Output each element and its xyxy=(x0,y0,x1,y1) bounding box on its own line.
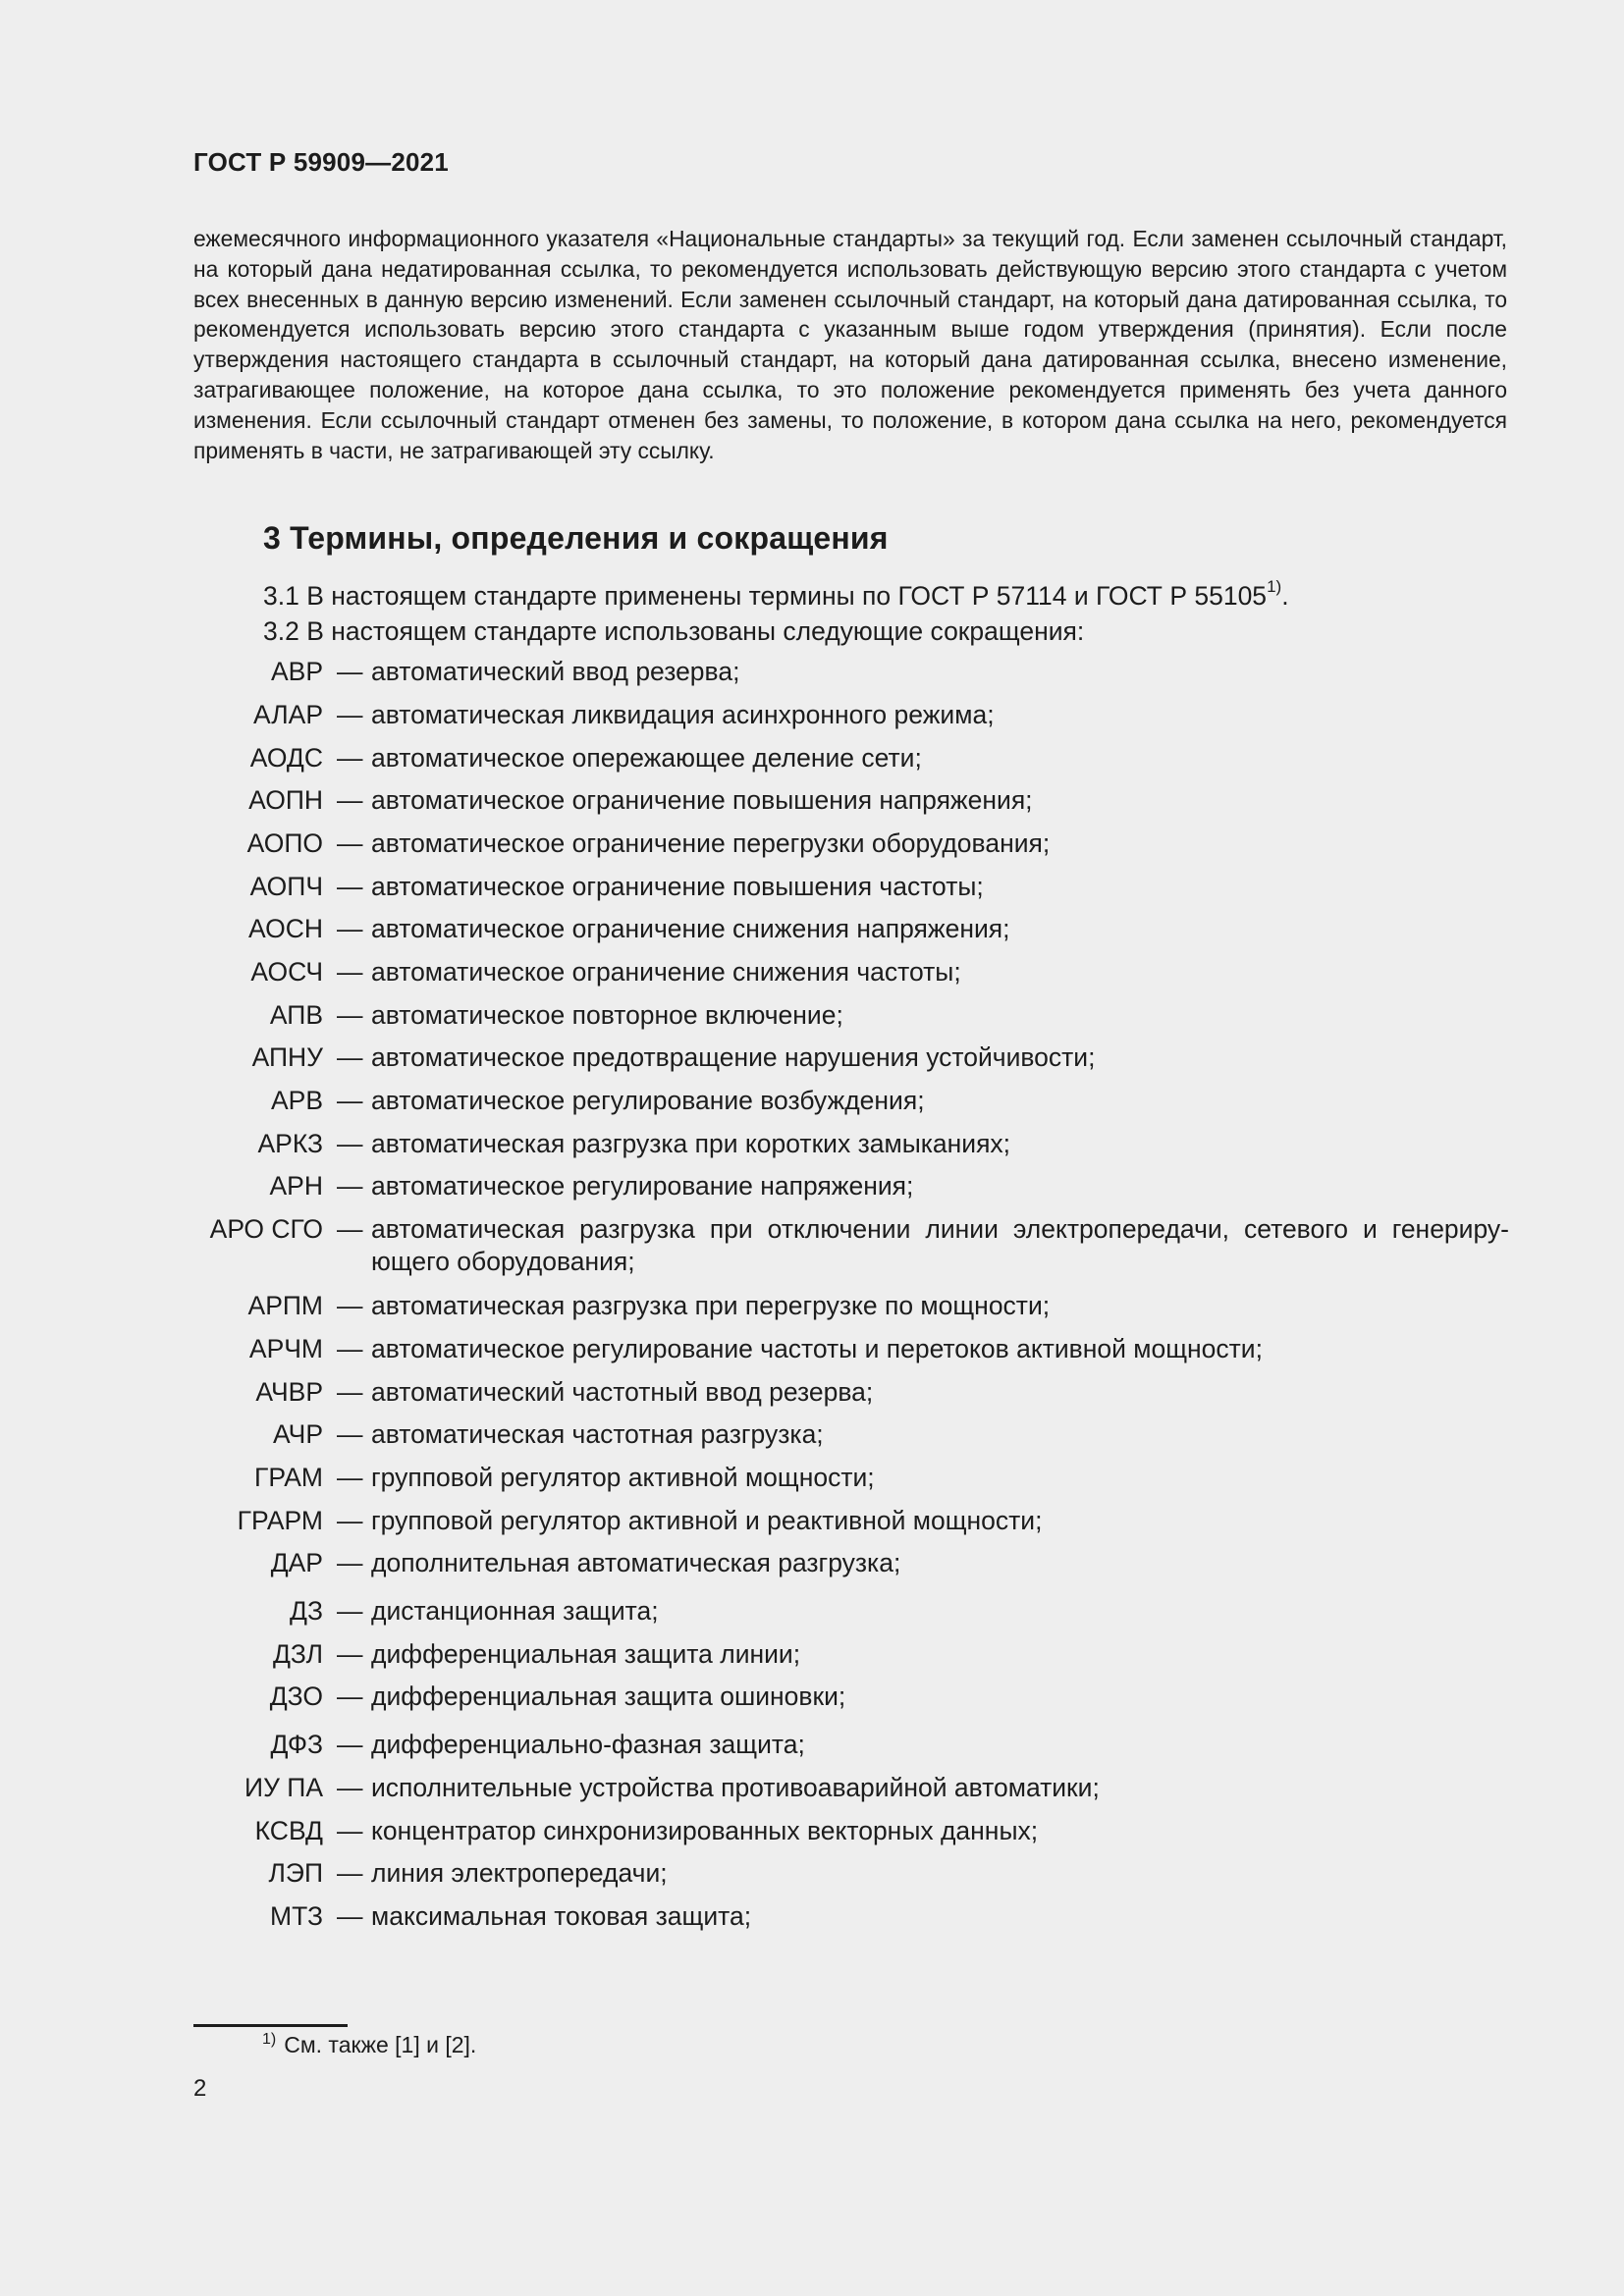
abbreviation-dash: — xyxy=(337,743,363,773)
abbreviation-term: ИУ ПА xyxy=(244,1773,323,1802)
abbreviation-definition: автоматическое опережающее деление сети; xyxy=(371,743,922,773)
abbreviation-definition: автоматическое регулирование напряжения; xyxy=(371,1171,914,1201)
abbreviation-definition: автоматическое ограничение снижения частоты; xyxy=(371,957,961,987)
intro-paragraph: ежемесячного информационного указателя «Национальные стандарты» за текущий год. Если заменен ссылочный стандарт, на который дана недатированная ссылка, то рекомендуется использовать действующую версию этого стандарта с учетом всех внесенных в данную версию изменений. Если заменен ссылочный стандарт, на который дана датированная ссылка, то рекомендуется использовать версию этого стандарта с указанным выше годом утверждения (принятия). Если после утверждения настоящего стандарта в ссылочный стандарт, на который дана датированная ссылка, внесено изменение, затрагивающее положение, на которое дана ссылка, то это положение рекомендуется применять без учета данного изменения. Если ссылочный стандарт отменен без замены, то положение, в котором дана ссылка на него, рекомендуется применять в части, не затрагивающей эту ссылку. xyxy=(193,226,1507,463)
abbreviation-definition: автоматическое предотвращение нарушения устойчивости; xyxy=(371,1042,1096,1072)
abbreviation-dash: — xyxy=(337,1596,363,1626)
paragraph-3-1 xyxy=(263,577,1289,612)
abbreviation-term: АРВ xyxy=(270,1086,323,1115)
abbreviation-term: АОСН xyxy=(248,914,323,943)
abbreviation-dash: — xyxy=(337,1419,363,1449)
abbreviation-dash: — xyxy=(337,1291,363,1320)
abbreviation-dash: — xyxy=(337,914,363,943)
abbreviation-dash: — xyxy=(337,1377,363,1407)
abbreviation-dash: — xyxy=(337,657,363,686)
abbreviation-term: АОСЧ xyxy=(250,957,323,987)
abbreviation-definition: автоматический частотный ввод резерва; xyxy=(371,1377,874,1407)
abbreviation-dash: — xyxy=(337,700,363,729)
abbreviation-term: ГРАРМ xyxy=(237,1506,323,1535)
abbreviation-term: АОПО xyxy=(246,828,323,858)
page-number: 2 xyxy=(193,2075,207,2102)
abbreviation-definition: линия электропередачи; xyxy=(371,1858,668,1888)
footnote-reference[interactable]: 1) xyxy=(1267,577,1282,597)
abbreviation-dash: — xyxy=(337,1214,363,1244)
abbreviation-definition: дифференциальная защита ошиновки; xyxy=(371,1682,846,1711)
abbreviation-dash: — xyxy=(337,1506,363,1535)
paragraph-3-2: 3.2 В настоящем стандарте использованы следующие сокращения: xyxy=(263,616,1085,646)
abbreviation-term: АОПН xyxy=(248,785,323,815)
abbreviation-definition: групповой регулятор активной мощности; xyxy=(371,1463,875,1492)
abbreviation-term: ЛЭП xyxy=(268,1858,323,1888)
abbreviation-term: АРЧМ xyxy=(248,1334,323,1363)
abbreviation-definition: исполнительные устройства противоаварийной автоматики; xyxy=(371,1773,1100,1802)
abbreviation-definition: дифференциальная защита линии; xyxy=(371,1639,801,1669)
abbreviation-dash: — xyxy=(337,1730,363,1759)
abbreviation-term: ДЗО xyxy=(269,1682,323,1711)
abbreviation-dash: — xyxy=(337,1086,363,1115)
abbreviation-term: ДЗ xyxy=(290,1596,323,1626)
abbreviation-dash: — xyxy=(337,1129,363,1158)
abbreviation-term: ДФЗ xyxy=(270,1730,323,1759)
abbreviation-definition: автоматическая разгрузка при перегрузке по мощности; xyxy=(371,1291,1051,1320)
abbreviation-definition: автоматическое ограничение повышения частоты; xyxy=(371,872,984,901)
footnote xyxy=(262,2032,476,2058)
abbreviation-definition: автоматическая частотная разгрузка; xyxy=(371,1419,824,1449)
abbreviation-definition: дифференциально-фазная защита; xyxy=(371,1730,805,1759)
abbreviation-dash: — xyxy=(337,1816,363,1845)
abbreviation-definition: автоматическое ограничение снижения напряжения; xyxy=(371,914,1010,943)
abbreviation-dash: — xyxy=(337,957,363,987)
abbreviation-definition: групповой регулятор активной и реактивной мощности; xyxy=(371,1506,1043,1535)
document-header: ГОСТ Р 59909—2021 xyxy=(193,147,449,177)
abbreviation-term: КСВД xyxy=(254,1816,323,1845)
abbreviation-definition: автоматическая разгрузка при коротких замыканиях; xyxy=(371,1129,1011,1158)
abbreviation-dash: — xyxy=(337,1334,363,1363)
abbreviation-dash: — xyxy=(337,1773,363,1802)
footnote-divider xyxy=(193,2024,348,2027)
abbreviation-term: АЛАР xyxy=(253,700,323,729)
abbreviation-dash: — xyxy=(337,1463,363,1492)
abbreviation-definition: автоматическое регулирование частоты и перетоков активной мощности; xyxy=(371,1334,1263,1363)
abbreviation-definition: концентратор синхронизированных векторных данных; xyxy=(371,1816,1039,1845)
abbreviation-dash: — xyxy=(337,828,363,858)
abbreviation-definition: автоматическое ограничение перегрузки оборудования; xyxy=(371,828,1051,858)
abbreviation-term: АВР xyxy=(270,657,323,686)
abbreviation-term: АРПМ xyxy=(247,1291,323,1320)
abbreviation-dash: — xyxy=(337,1171,363,1201)
abbreviation-term: АОДС xyxy=(249,743,323,773)
abbreviation-definition: автоматическое повторное включение; xyxy=(371,1000,843,1030)
abbreviation-definition: дистанционная защита; xyxy=(371,1596,659,1626)
abbreviation-definition: автоматическое регулирование возбуждения; xyxy=(371,1086,925,1115)
abbreviation-dash: — xyxy=(337,785,363,815)
abbreviation-term: АПВ xyxy=(269,1000,323,1030)
section-title: 3 Термины, определения и сокращения xyxy=(263,520,889,556)
abbreviation-term: ДЗЛ xyxy=(272,1639,323,1669)
abbreviation-definition: автоматическая разгрузка при отключении линии электропередачи, сетевого и генерирующего оборудования; xyxy=(371,1214,1509,1276)
abbreviation-definition: автоматический ввод резерва; xyxy=(371,657,740,686)
abbreviation-term: МТЗ xyxy=(270,1901,323,1931)
paragraph-3-1-end: . xyxy=(1281,581,1289,611)
abbreviation-term: АОПЧ xyxy=(249,872,323,901)
abbreviation-term: ГРАМ xyxy=(253,1463,323,1492)
abbreviation-dash: — xyxy=(337,1548,363,1577)
footnote-marker: 1) xyxy=(262,2031,277,2049)
abbreviation-definition: автоматическое ограничение повышения напряжения; xyxy=(371,785,1033,815)
abbreviation-term: АРО СГО xyxy=(209,1214,323,1244)
abbreviation-term: АРН xyxy=(269,1171,323,1201)
footnote-text: См. также [1] и [2]. xyxy=(284,2032,477,2057)
abbreviation-term: АЧВР xyxy=(255,1377,323,1407)
abbreviation-term: АРКЗ xyxy=(257,1129,323,1158)
abbreviation-definition: дополнительная автоматическая разгрузка; xyxy=(371,1548,901,1577)
abbreviation-dash: — xyxy=(337,1858,363,1888)
abbreviation-dash: — xyxy=(337,1901,363,1931)
abbreviation-term: АПНУ xyxy=(251,1042,323,1072)
abbreviation-definition: автоматическая ликвидация асинхронного режима; xyxy=(371,700,995,729)
abbreviation-dash: — xyxy=(337,1682,363,1711)
abbreviation-dash: — xyxy=(337,1000,363,1030)
abbreviation-dash: — xyxy=(337,1042,363,1072)
abbreviation-dash: — xyxy=(337,1639,363,1669)
abbreviation-term: ДАР xyxy=(270,1548,323,1577)
abbreviation-term: АЧР xyxy=(273,1419,323,1449)
abbreviation-dash: — xyxy=(337,872,363,901)
abbreviation-definition: максимальная токовая защита; xyxy=(371,1901,752,1931)
paragraph-3-1-text: 3.1 В настоящем стандарте применены термины по ГОСТ Р 57114 и ГОСТ Р 55105 xyxy=(263,581,1268,611)
